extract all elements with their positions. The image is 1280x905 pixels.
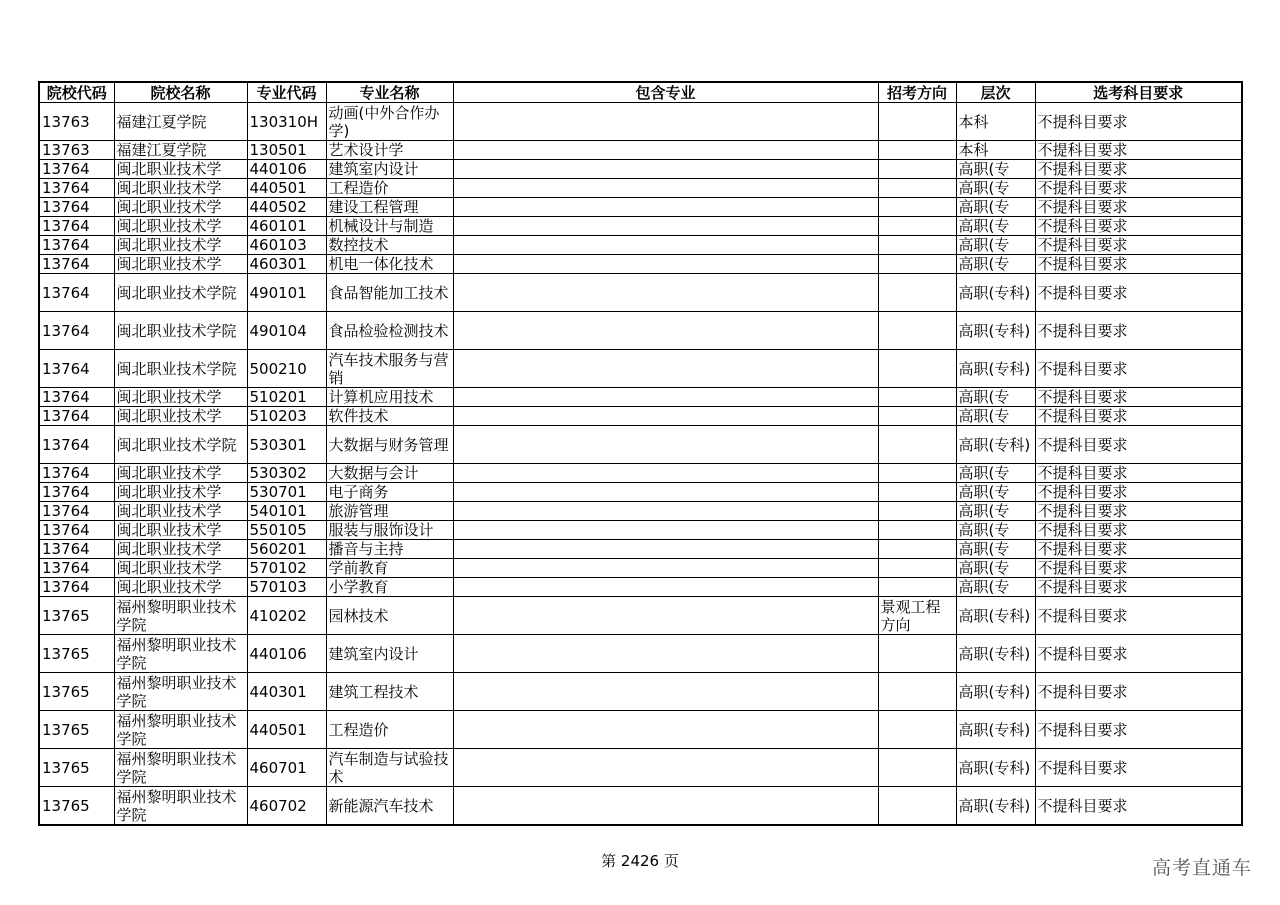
cell-level: 高职(专: [956, 483, 1035, 502]
cell-level: 高职(专科): [956, 426, 1035, 464]
cell-subject-requirement: 不提科目要求: [1035, 388, 1242, 407]
table-row: [39, 179, 1242, 198]
table-row: [39, 274, 1242, 312]
cell-direction: [878, 711, 956, 749]
cell-subject-requirement: 不提科目要求: [1035, 521, 1242, 540]
cell-school-name: 闽北职业技术学: [114, 464, 247, 483]
cell-included-majors: [453, 255, 878, 274]
cell-direction: [878, 749, 956, 787]
cell-major-code: 410202: [247, 597, 326, 635]
table-row: [39, 255, 1242, 274]
cell-major-code: 440502: [247, 198, 326, 217]
table-row: [39, 407, 1242, 426]
cell-school-code: 13764: [39, 312, 114, 350]
cell-included-majors: [453, 312, 878, 350]
cell-major-name: 机械设计与制造: [326, 217, 453, 236]
table-row: [39, 198, 1242, 217]
cell-major-code: 440301: [247, 673, 326, 711]
cell-school-code: 13764: [39, 521, 114, 540]
cell-school-name: 闽北职业技术学院: [114, 426, 247, 464]
cell-school-code: 13764: [39, 236, 114, 255]
cell-level: 高职(专: [956, 559, 1035, 578]
header-major-code: 专业代码: [247, 82, 326, 103]
cell-major-code: 570103: [247, 578, 326, 597]
cell-included-majors: [453, 787, 878, 826]
table-row: [39, 483, 1242, 502]
cell-level: 高职(专科): [956, 274, 1035, 312]
cell-major-code: 510203: [247, 407, 326, 426]
cell-school-name: 闽北职业技术学: [114, 578, 247, 597]
admission-table: [38, 81, 1243, 826]
cell-level: 高职(专: [956, 464, 1035, 483]
cell-major-name: 软件技术: [326, 407, 453, 426]
cell-level: 高职(专科): [956, 597, 1035, 635]
cell-school-name: 福建江夏学院: [114, 141, 247, 160]
cell-school-code: 13764: [39, 217, 114, 236]
cell-level: 高职(专科): [956, 312, 1035, 350]
cell-direction: [878, 521, 956, 540]
cell-subject-requirement: 不提科目要求: [1035, 217, 1242, 236]
table-row: [39, 711, 1242, 749]
cell-direction: [878, 464, 956, 483]
cell-school-name: 闽北职业技术学: [114, 198, 247, 217]
header-row: [39, 82, 1242, 103]
cell-school-code: 13765: [39, 635, 114, 673]
cell-level: 高职(专: [956, 388, 1035, 407]
table-row: [39, 160, 1242, 179]
cell-included-majors: [453, 597, 878, 635]
table-row: [39, 559, 1242, 578]
cell-direction: [878, 635, 956, 673]
table-row: [39, 787, 1242, 826]
cell-subject-requirement: 不提科目要求: [1035, 160, 1242, 179]
cell-subject-requirement: 不提科目要求: [1035, 711, 1242, 749]
cell-school-name: 闽北职业技术学: [114, 179, 247, 198]
cell-subject-requirement: 不提科目要求: [1035, 103, 1242, 141]
cell-school-name: 福州黎明职业技术学院: [114, 673, 247, 711]
cell-level: 高职(专科): [956, 711, 1035, 749]
cell-school-code: 13764: [39, 350, 114, 388]
cell-subject-requirement: 不提科目要求: [1035, 464, 1242, 483]
cell-school-name: 闽北职业技术学院: [114, 350, 247, 388]
cell-major-name: 服装与服饰设计: [326, 521, 453, 540]
table-row: [39, 540, 1242, 559]
cell-major-code: 550105: [247, 521, 326, 540]
table-row: [39, 236, 1242, 255]
cell-included-majors: [453, 578, 878, 597]
table-row: [39, 673, 1242, 711]
cell-subject-requirement: 不提科目要求: [1035, 426, 1242, 464]
cell-direction: [878, 312, 956, 350]
cell-school-code: 13764: [39, 578, 114, 597]
cell-subject-requirement: 不提科目要求: [1035, 274, 1242, 312]
cell-school-code: 13764: [39, 198, 114, 217]
cell-subject-requirement: 不提科目要求: [1035, 198, 1242, 217]
cell-included-majors: [453, 217, 878, 236]
cell-subject-requirement: 不提科目要求: [1035, 502, 1242, 521]
cell-subject-requirement: 不提科目要求: [1035, 312, 1242, 350]
header-school-name: 院校名称: [114, 82, 247, 103]
cell-level: 高职(专: [956, 255, 1035, 274]
table-row: [39, 141, 1242, 160]
table-row: [39, 597, 1242, 635]
cell-included-majors: [453, 426, 878, 464]
cell-major-code: 510201: [247, 388, 326, 407]
cell-direction: [878, 559, 956, 578]
cell-school-code: 13765: [39, 711, 114, 749]
cell-major-code: 530301: [247, 426, 326, 464]
cell-major-name: 播音与主持: [326, 540, 453, 559]
cell-included-majors: [453, 388, 878, 407]
cell-school-name: 闽北职业技术学: [114, 236, 247, 255]
table-body: [39, 103, 1242, 826]
cell-major-code: 570102: [247, 559, 326, 578]
cell-included-majors: [453, 407, 878, 426]
cell-major-name: 旅游管理: [326, 502, 453, 521]
cell-school-code: 13764: [39, 559, 114, 578]
cell-direction: [878, 103, 956, 141]
cell-direction: [878, 350, 956, 388]
cell-direction: [878, 198, 956, 217]
cell-direction: [878, 787, 956, 826]
table-row: [39, 464, 1242, 483]
cell-included-majors: [453, 559, 878, 578]
cell-school-name: 闽北职业技术学: [114, 540, 247, 559]
cell-level: 高职(专科): [956, 787, 1035, 826]
cell-school-code: 13764: [39, 426, 114, 464]
cell-school-code: 13765: [39, 787, 114, 826]
table-row: [39, 578, 1242, 597]
cell-direction: 景观工程方向: [878, 597, 956, 635]
cell-major-name: 食品检验检测技术: [326, 312, 453, 350]
cell-major-code: 490104: [247, 312, 326, 350]
cell-level: 高职(专: [956, 217, 1035, 236]
header-included-majors: 包含专业: [453, 82, 878, 103]
cell-school-code: 13763: [39, 103, 114, 141]
cell-included-majors: [453, 103, 878, 141]
header-direction: 招考方向: [878, 82, 956, 103]
cell-subject-requirement: 不提科目要求: [1035, 483, 1242, 502]
cell-included-majors: [453, 274, 878, 312]
cell-school-name: 闽北职业技术学: [114, 407, 247, 426]
cell-direction: [878, 540, 956, 559]
cell-direction: [878, 426, 956, 464]
cell-school-name: 闽北职业技术学院: [114, 312, 247, 350]
cell-major-code: 440106: [247, 635, 326, 673]
cell-major-code: 460701: [247, 749, 326, 787]
cell-included-majors: [453, 483, 878, 502]
cell-included-majors: [453, 673, 878, 711]
cell-subject-requirement: 不提科目要求: [1035, 540, 1242, 559]
cell-school-name: 福州黎明职业技术学院: [114, 597, 247, 635]
cell-subject-requirement: 不提科目要求: [1035, 635, 1242, 673]
cell-subject-requirement: 不提科目要求: [1035, 407, 1242, 426]
cell-major-name: 小学教育: [326, 578, 453, 597]
table-row: [39, 312, 1242, 350]
cell-school-code: 13764: [39, 255, 114, 274]
cell-major-code: 460101: [247, 217, 326, 236]
cell-included-majors: [453, 198, 878, 217]
cell-subject-requirement: 不提科目要求: [1035, 578, 1242, 597]
cell-level: 高职(专: [956, 540, 1035, 559]
cell-subject-requirement: 不提科目要求: [1035, 597, 1242, 635]
cell-level: 高职(专: [956, 179, 1035, 198]
cell-major-code: 440501: [247, 179, 326, 198]
cell-major-code: 560201: [247, 540, 326, 559]
header-level: 层次: [956, 82, 1035, 103]
cell-school-code: 13764: [39, 407, 114, 426]
cell-level: 高职(专科): [956, 635, 1035, 673]
cell-school-name: 福州黎明职业技术学院: [114, 711, 247, 749]
cell-major-name: 大数据与财务管理: [326, 426, 453, 464]
cell-included-majors: [453, 160, 878, 179]
cell-major-name: 汽车技术服务与营销: [326, 350, 453, 388]
cell-direction: [878, 388, 956, 407]
cell-major-name: 大数据与会计: [326, 464, 453, 483]
cell-major-name: 艺术设计学: [326, 141, 453, 160]
header-subject-requirement: 选考科目要求: [1035, 82, 1242, 103]
cell-major-code: 530701: [247, 483, 326, 502]
cell-level: 高职(专科): [956, 749, 1035, 787]
cell-major-name: 工程造价: [326, 179, 453, 198]
watermark: 高考直通车: [1151, 857, 1252, 879]
cell-school-name: 闽北职业技术学: [114, 388, 247, 407]
cell-major-code: 460103: [247, 236, 326, 255]
cell-major-name: 建筑室内设计: [326, 160, 453, 179]
cell-subject-requirement: 不提科目要求: [1035, 673, 1242, 711]
cell-direction: [878, 141, 956, 160]
cell-level: 高职(专: [956, 502, 1035, 521]
cell-major-name: 建设工程管理: [326, 198, 453, 217]
cell-major-name: 新能源汽车技术: [326, 787, 453, 826]
table-row: [39, 103, 1242, 141]
cell-subject-requirement: 不提科目要求: [1035, 255, 1242, 274]
cell-school-code: 13764: [39, 464, 114, 483]
cell-level: 高职(专科): [956, 673, 1035, 711]
cell-included-majors: [453, 141, 878, 160]
cell-level: 本科: [956, 103, 1035, 141]
cell-included-majors: [453, 711, 878, 749]
cell-included-majors: [453, 749, 878, 787]
table-row: [39, 502, 1242, 521]
cell-level: 高职(专: [956, 521, 1035, 540]
cell-level: 高职(专: [956, 236, 1035, 255]
cell-direction: [878, 255, 956, 274]
cell-school-name: 闽北职业技术学: [114, 502, 247, 521]
cell-school-code: 13764: [39, 160, 114, 179]
header-major-name: 专业名称: [326, 82, 453, 103]
cell-school-code: 13764: [39, 274, 114, 312]
cell-included-majors: [453, 521, 878, 540]
table-row: [39, 521, 1242, 540]
cell-major-code: 460702: [247, 787, 326, 826]
cell-included-majors: [453, 179, 878, 198]
cell-school-code: 13765: [39, 597, 114, 635]
cell-included-majors: [453, 635, 878, 673]
cell-level: 高职(专: [956, 578, 1035, 597]
cell-level: 高职(专: [956, 407, 1035, 426]
cell-subject-requirement: 不提科目要求: [1035, 749, 1242, 787]
cell-school-code: 13764: [39, 179, 114, 198]
table-row: [39, 426, 1242, 464]
cell-major-name: 汽车制造与试验技术: [326, 749, 453, 787]
cell-subject-requirement: 不提科目要求: [1035, 350, 1242, 388]
cell-direction: [878, 502, 956, 521]
table-row: [39, 350, 1242, 388]
cell-subject-requirement: 不提科目要求: [1035, 179, 1242, 198]
cell-level: 本科: [956, 141, 1035, 160]
cell-school-code: 13765: [39, 749, 114, 787]
cell-major-name: 计算机应用技术: [326, 388, 453, 407]
cell-school-code: 13764: [39, 388, 114, 407]
cell-direction: [878, 483, 956, 502]
page-number: 第 2426 页: [601, 852, 679, 870]
cell-school-code: 13765: [39, 673, 114, 711]
cell-level: 高职(专: [956, 198, 1035, 217]
cell-major-name: 工程造价: [326, 711, 453, 749]
cell-school-name: 福州黎明职业技术学院: [114, 635, 247, 673]
cell-included-majors: [453, 502, 878, 521]
cell-major-name: 建筑室内设计: [326, 635, 453, 673]
cell-direction: [878, 407, 956, 426]
cell-major-name: 数控技术: [326, 236, 453, 255]
cell-included-majors: [453, 350, 878, 388]
cell-level: 高职(专: [956, 160, 1035, 179]
cell-included-majors: [453, 540, 878, 559]
cell-level: 高职(专科): [956, 350, 1035, 388]
cell-school-name: 福州黎明职业技术学院: [114, 787, 247, 826]
cell-school-name: 闽北职业技术学: [114, 559, 247, 578]
cell-subject-requirement: 不提科目要求: [1035, 559, 1242, 578]
cell-major-name: 学前教育: [326, 559, 453, 578]
cell-direction: [878, 217, 956, 236]
table-row: [39, 217, 1242, 236]
cell-school-code: 13764: [39, 502, 114, 521]
cell-direction: [878, 236, 956, 255]
cell-direction: [878, 160, 956, 179]
cell-school-name: 闽北职业技术学: [114, 483, 247, 502]
cell-included-majors: [453, 464, 878, 483]
cell-direction: [878, 179, 956, 198]
table-row: [39, 749, 1242, 787]
cell-major-code: 530302: [247, 464, 326, 483]
cell-major-code: 440501: [247, 711, 326, 749]
cell-school-name: 闽北职业技术学: [114, 255, 247, 274]
cell-major-code: 460301: [247, 255, 326, 274]
cell-school-name: 闽北职业技术学: [114, 217, 247, 236]
cell-direction: [878, 578, 956, 597]
table-row: [39, 388, 1242, 407]
cell-major-name: 机电一体化技术: [326, 255, 453, 274]
cell-major-code: 540101: [247, 502, 326, 521]
cell-major-code: 130310H: [247, 103, 326, 141]
cell-school-name: 闽北职业技术学院: [114, 274, 247, 312]
cell-major-code: 440106: [247, 160, 326, 179]
cell-major-code: 490101: [247, 274, 326, 312]
cell-direction: [878, 274, 956, 312]
cell-major-code: 130501: [247, 141, 326, 160]
table-row: [39, 635, 1242, 673]
cell-school-name: 福建江夏学院: [114, 103, 247, 141]
cell-included-majors: [453, 236, 878, 255]
cell-school-code: 13764: [39, 483, 114, 502]
header-school-code: 院校代码: [39, 82, 114, 103]
cell-direction: [878, 673, 956, 711]
cell-school-code: 13764: [39, 540, 114, 559]
cell-school-code: 13763: [39, 141, 114, 160]
cell-school-name: 福州黎明职业技术学院: [114, 749, 247, 787]
cell-major-name: 动画(中外合作办学): [326, 103, 453, 141]
cell-school-name: 闽北职业技术学: [114, 160, 247, 179]
cell-subject-requirement: 不提科目要求: [1035, 236, 1242, 255]
cell-major-name: 电子商务: [326, 483, 453, 502]
cell-major-name: 食品智能加工技术: [326, 274, 453, 312]
cell-subject-requirement: 不提科目要求: [1035, 787, 1242, 826]
cell-subject-requirement: 不提科目要求: [1035, 141, 1242, 160]
cell-major-code: 500210: [247, 350, 326, 388]
cell-major-name: 园林技术: [326, 597, 453, 635]
cell-major-name: 建筑工程技术: [326, 673, 453, 711]
cell-school-name: 闽北职业技术学: [114, 521, 247, 540]
